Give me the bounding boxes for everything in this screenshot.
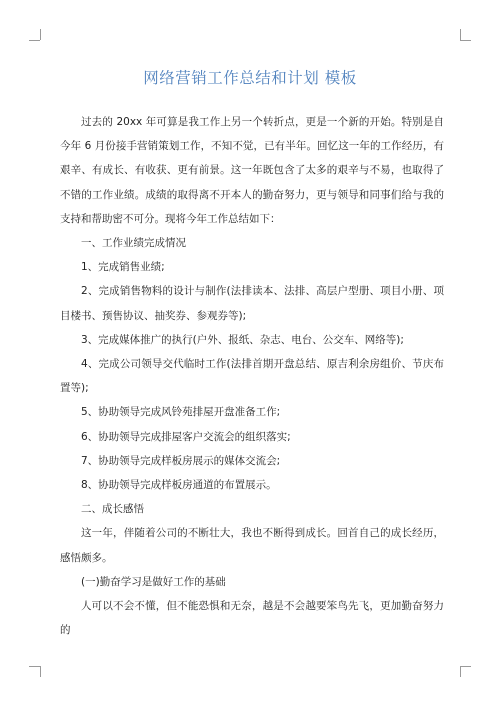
section-heading: 二、成长感悟	[81, 503, 144, 516]
crop-mark-top-left	[29, 40, 40, 41]
crop-mark-top-right	[460, 29, 461, 40]
list-item: 3、完成媒体推广的执行(户外、报纸、杂志、电台、公交车、网络等);	[81, 333, 404, 346]
crop-mark-bottom-right	[460, 666, 461, 677]
subsection-heading: (一)勤奋学习是做好工作的基础	[81, 575, 226, 588]
list-item: 5、协助领导完成风铃苑排屋开盘准备工作;	[81, 406, 281, 419]
list-item: 8、协助领导完成样板房通道的布置展示。	[81, 479, 277, 492]
section-heading: 一、工作业绩完成情况	[81, 237, 186, 250]
document-title: 网络营销工作总结和计划 模板	[143, 69, 357, 87]
crop-mark-bottom-left	[29, 666, 40, 667]
list-item: 6、协助领导完成排屋客户交流会的组织落实;	[81, 430, 291, 443]
paragraph: 这一年，伴随着公司的不断壮大，我也不断得到成长。回首自己的成长经历，感悟颇多。	[60, 527, 444, 564]
list-item: 1、完成销售业绩;	[81, 261, 165, 274]
crop-mark-top-right	[460, 40, 471, 41]
crop-mark-top-left	[40, 29, 41, 40]
document-body	[60, 110, 444, 642]
crop-mark-bottom-left	[40, 666, 41, 677]
crop-mark-bottom-right	[460, 666, 471, 667]
list-item: 2、完成销售物料的设计与制作(法排读本、法排、高层户型册、项目小册、项目楼书、预售协议、抽奖券、参观券等);	[60, 285, 444, 322]
paragraph: 人可以不会不懂，但不能恐惧和无奈，越是不会越要笨鸟先飞，更加勤奋努力的	[60, 600, 444, 637]
list-item: 4、完成公司领导交代临时工作(法排首期开盘总结、原吉利余房组价、节庆布置等);	[60, 358, 444, 395]
paragraph-intro: 过去的 20xx 年可算是我工作上另一个转折点，更是一个新的开始。特别是自今年 6 月份接手营销策划工作，不知不觉，已有半年。回忆这一年的工作经历，有艰辛、有成长、有收获、更有前景。这一年既包含了太多的艰辛与不易，也取得了不错的工作业绩。成绩的取得离不开本人的勤奋努力，更与领导和同事们给与我的支持和帮助密不可分。现将今年工作总结如下：	[60, 116, 444, 225]
list-item: 7、协助领导完成样板房展示的媒体交流会;	[81, 454, 281, 467]
